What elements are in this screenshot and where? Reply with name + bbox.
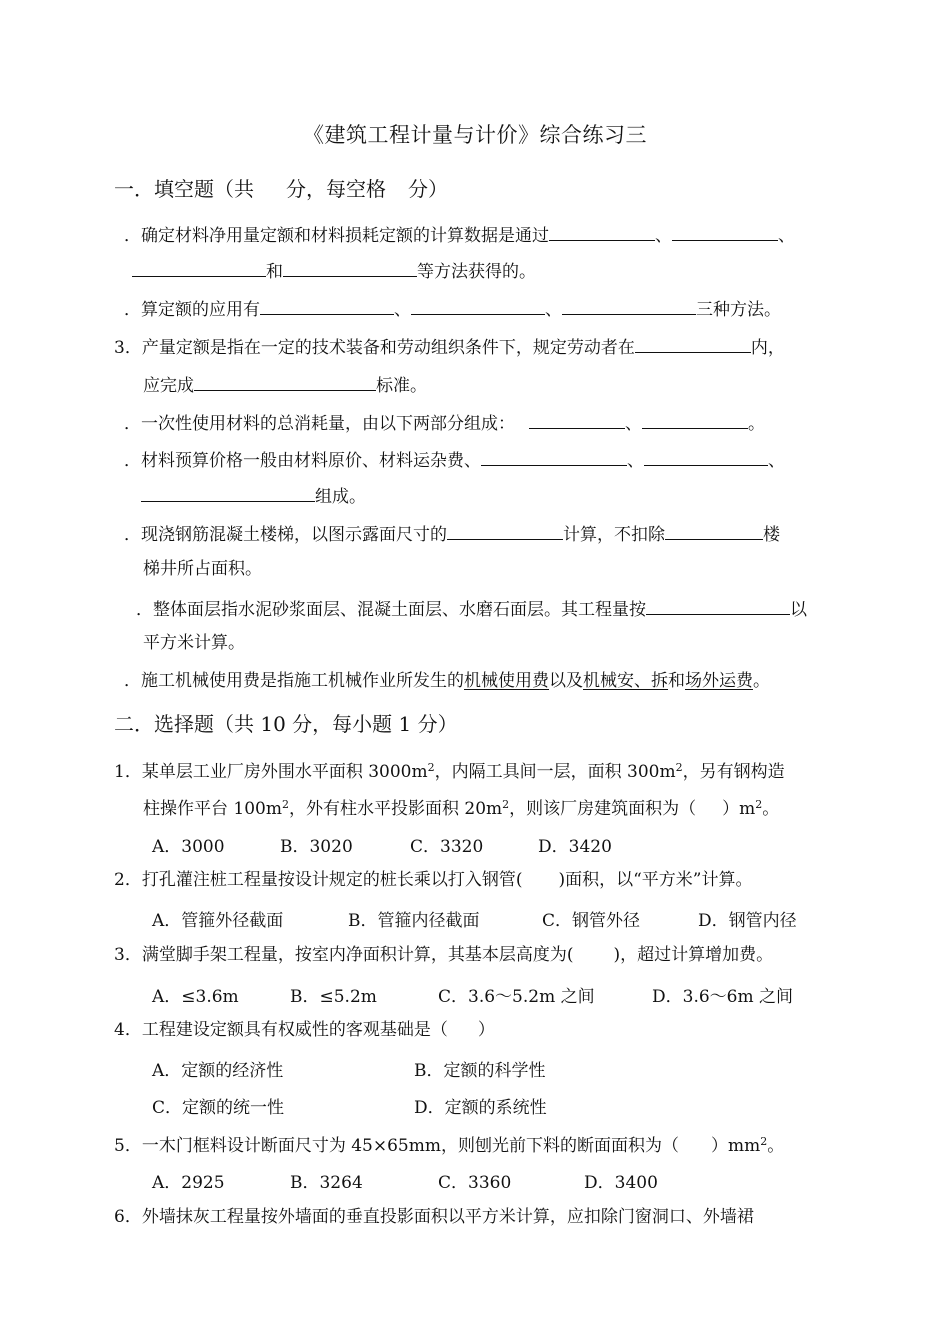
fill-q6-blank-2[interactable] bbox=[665, 521, 763, 540]
choice-q5-text: 一木门框料设计断面尺寸为 45×65mm，则刨光前下料的断面面积为（ bbox=[141, 1136, 679, 1156]
fill-q1-sep-2: 、 bbox=[778, 226, 795, 246]
fill-q2-text: 算定额的应用有 bbox=[141, 300, 260, 320]
choice-q3-line bbox=[114, 944, 773, 966]
fill-q7-end: 以 bbox=[790, 600, 807, 620]
fill-q8-answer-2: 机械安、拆 bbox=[583, 671, 668, 691]
choice-q2-option-d[interactable]: D．钢管内径 bbox=[698, 911, 797, 931]
fill-q4-text: 一次性使用材料的总消耗量，由以下两部分组成： bbox=[141, 414, 515, 434]
fill-q6-blank-1[interactable] bbox=[447, 521, 563, 540]
fill-q1-mid: 和 bbox=[266, 262, 283, 282]
choice-q1-text-c: ，另有钢构造 bbox=[682, 762, 785, 782]
fill-q3-number: 3． bbox=[114, 338, 142, 358]
fill-q6-line1 bbox=[124, 521, 780, 546]
fill-q2-blank-2[interactable] bbox=[411, 296, 545, 315]
fill-q8-line bbox=[124, 670, 770, 692]
fill-q7-number: ． bbox=[136, 600, 153, 620]
choice-q2-number: 2． bbox=[114, 870, 142, 890]
fill-q5-number: ． bbox=[124, 451, 141, 471]
fill-q5-blank-2[interactable] bbox=[644, 447, 768, 466]
fill-q3-blank-1[interactable] bbox=[635, 334, 751, 353]
choice-q5-line bbox=[114, 1131, 784, 1157]
fill-q3-line2-text: 应完成 bbox=[143, 376, 194, 396]
choice-q4-option-b[interactable]: B．定额的科学性 bbox=[414, 1061, 546, 1081]
section-fill-heading-mid: 分，每空格 bbox=[286, 177, 386, 201]
choice-q3-option-b[interactable]: B．≤5.2m bbox=[290, 987, 377, 1007]
fill-q1-sep-1: 、 bbox=[655, 226, 672, 246]
fill-q2-blank-3[interactable] bbox=[562, 296, 696, 315]
choice-q5-option-b[interactable]: B．3264 bbox=[290, 1173, 363, 1193]
fill-q7-line2 bbox=[143, 632, 245, 654]
choice-q2-option-c[interactable]: C．钢管外径 bbox=[542, 911, 641, 931]
fill-q5-line1 bbox=[124, 447, 785, 472]
choice-q1-sup-3: 2 bbox=[281, 798, 289, 811]
fill-q3-text: 产量定额是指在一定的技术装备和劳动组织条件下，规定劳动者在 bbox=[141, 338, 635, 358]
choice-q3-number: 3． bbox=[114, 945, 142, 965]
fill-q4-blank-2[interactable] bbox=[642, 410, 748, 429]
fill-q4-sep: 、 bbox=[625, 414, 642, 434]
choice-q1-text-g: ）m bbox=[722, 799, 756, 819]
fill-q8-number: ． bbox=[124, 671, 141, 691]
fill-q5-end: 组成。 bbox=[315, 487, 366, 507]
fill-q2-end: 三种方法。 bbox=[696, 300, 781, 320]
fill-q7-line2-text: 平方米计算。 bbox=[143, 633, 245, 653]
fill-q5-sep-1: 、 bbox=[627, 451, 644, 471]
fill-q1-text: 确定材料净用量定额和材料损耗定额的计算数据是通过 bbox=[141, 226, 549, 246]
fill-q8-answer-1: 机械使用费 bbox=[464, 671, 549, 691]
fill-q2-blank-1[interactable] bbox=[260, 296, 394, 315]
fill-q3-line1-end: 内， bbox=[750, 338, 785, 358]
choice-q4-option-d[interactable]: D．定额的系统性 bbox=[414, 1098, 547, 1118]
fill-q7-text: 整体面层指水泥砂浆面层、混凝土面层、水磨石面层。其工程量按 bbox=[153, 600, 646, 620]
choice-q5-text-tail: 。 bbox=[767, 1136, 785, 1156]
section-fill-heading-start: 一．填空题（共 bbox=[114, 177, 254, 201]
fill-q8-mid-2: 和 bbox=[668, 671, 685, 691]
choice-q1-line2 bbox=[143, 794, 779, 820]
fill-q8-text: 施工机械使用费是指施工机械作业所发生的 bbox=[141, 671, 464, 691]
fill-q7-blank-1[interactable] bbox=[646, 596, 790, 615]
choice-q4-number: 4． bbox=[114, 1020, 142, 1040]
fill-q1-number: ． bbox=[124, 226, 141, 246]
fill-q3-line2 bbox=[143, 372, 427, 397]
choice-q4-option-a[interactable]: A．定额的经济性 bbox=[152, 1061, 284, 1081]
choice-q2-text: 打孔灌注桩工程量按设计规定的桩长乘以打入钢管( bbox=[141, 870, 523, 890]
choice-q3-option-c[interactable]: C．3.6～5.2m 之间 bbox=[438, 987, 595, 1007]
choice-q1-option-a[interactable]: A．3000 bbox=[152, 837, 225, 857]
fill-q1-line1 bbox=[124, 222, 795, 247]
choice-q5-option-c[interactable]: C．3360 bbox=[438, 1173, 512, 1193]
choice-q1-sup-4: 2 bbox=[502, 798, 510, 811]
section-choice-heading: 二．选择题（共 10 分，每小题 1 分） bbox=[114, 712, 458, 736]
choice-q5-sup: 2 bbox=[760, 1135, 768, 1148]
fill-q6-line2-text: 梯井所占面积。 bbox=[143, 559, 262, 579]
fill-q6-line2 bbox=[143, 558, 262, 580]
choice-q1-number: 1． bbox=[114, 762, 142, 782]
choice-q1-text-h: 。 bbox=[762, 799, 780, 819]
fill-q2-sep-2: 、 bbox=[545, 300, 562, 320]
choice-q1-text-d: 柱操作平台 100m bbox=[143, 799, 282, 819]
fill-q1-blank-3[interactable] bbox=[132, 258, 266, 277]
fill-q5-blank-1[interactable] bbox=[481, 447, 627, 466]
fill-q7-line1 bbox=[136, 596, 807, 621]
choice-q4-text-end: ） bbox=[477, 1020, 495, 1040]
fill-q8-mid-1: 以及 bbox=[549, 671, 583, 691]
choice-q1-line1 bbox=[114, 757, 785, 783]
choice-q3-option-d[interactable]: D．3.6～6m 之间 bbox=[652, 987, 794, 1007]
fill-q5-blank-3[interactable] bbox=[141, 483, 315, 502]
fill-q3-line2-end: 标准。 bbox=[376, 376, 427, 396]
choice-q1-option-b[interactable]: B．3020 bbox=[280, 837, 353, 857]
choice-q5-number: 5． bbox=[114, 1136, 142, 1156]
fill-q6-end: 楼 bbox=[763, 525, 780, 545]
fill-q5-text: 材料预算价格一般由材料原价、材料运杂费、 bbox=[141, 451, 481, 471]
fill-q3-line1 bbox=[114, 334, 785, 359]
page-title: 《建筑工程计量与计价》综合练习三 bbox=[303, 123, 647, 147]
choice-q4-line bbox=[114, 1019, 495, 1041]
choice-q1-option-d[interactable]: D．3420 bbox=[538, 837, 612, 857]
choice-q5-option-a[interactable]: A．2925 bbox=[152, 1173, 225, 1193]
fill-q2-line bbox=[124, 296, 781, 321]
choice-q3-text-end: )，超过计算增加费。 bbox=[613, 945, 774, 965]
fill-q3-blank-2[interactable] bbox=[194, 372, 376, 391]
choice-q1-text-a: 某单层工业厂房外围水平面积 3000m bbox=[141, 762, 428, 782]
choice-q3-text: 满堂脚手架工程量，按室内净面积计算，其基本层高度为( bbox=[141, 945, 574, 965]
fill-q2-number: ． bbox=[124, 300, 141, 320]
choice-q2-option-b[interactable]: B．管箍内径截面 bbox=[348, 911, 480, 931]
choice-q6-number: 6． bbox=[114, 1207, 142, 1227]
fill-q1-blank-4[interactable] bbox=[283, 258, 417, 277]
choice-q4-option-c[interactable]: C．定额的统一性 bbox=[152, 1098, 285, 1118]
choice-q4-text: 工程建设定额具有权威性的客观基础是（ bbox=[141, 1020, 448, 1040]
choice-q2-option-a[interactable]: A．管箍外径截面 bbox=[152, 911, 284, 931]
choice-q1-sup-5: 2 bbox=[755, 798, 763, 811]
fill-q1-line2 bbox=[132, 258, 536, 283]
fill-q1-blank-1[interactable] bbox=[549, 222, 655, 241]
fill-q8-end: 。 bbox=[753, 671, 770, 691]
choice-q1-sup-1: 2 bbox=[427, 761, 435, 774]
choice-q6-line bbox=[114, 1206, 754, 1228]
fill-q2-sep-1: 、 bbox=[394, 300, 411, 320]
choice-q1-text-f: ，则该厂房建筑面积为（ bbox=[509, 799, 697, 819]
fill-q6-number: ． bbox=[124, 525, 141, 545]
fill-q4-number: ． bbox=[124, 414, 141, 434]
fill-q5-line2 bbox=[141, 483, 366, 508]
section-fill-heading bbox=[114, 173, 448, 202]
fill-q4-line bbox=[124, 410, 765, 435]
fill-q4-end: 。 bbox=[748, 414, 765, 434]
choice-q5-option-d[interactable]: D．3400 bbox=[584, 1173, 658, 1193]
fill-q5-sep-2: 、 bbox=[768, 451, 785, 471]
choice-q5-text-end: ）mm bbox=[710, 1136, 761, 1156]
choice-q6-text: 外墙抹灰工程量按外墙面的垂直投影面积以平方米计算，应扣除门窗洞口、外墙裙 bbox=[141, 1207, 754, 1227]
choice-q3-option-a[interactable]: A．≤3.6m bbox=[152, 987, 239, 1007]
fill-q6-text: 现浇钢筋混凝土楼梯，以图示露面尺寸的 bbox=[141, 525, 447, 545]
fill-q8-answer-3: 场外运费 bbox=[685, 671, 753, 691]
fill-q1-blank-2[interactable] bbox=[672, 222, 778, 241]
choice-q1-text-b: ，内隔工具间一层，面积 300m bbox=[434, 762, 676, 782]
choice-q1-option-c[interactable]: C．3320 bbox=[410, 837, 484, 857]
choice-q2-line bbox=[114, 869, 752, 891]
choice-q2-text-end: )面积，以“平方米”计算。 bbox=[558, 870, 753, 890]
choice-q1-sup-2: 2 bbox=[675, 761, 683, 774]
choice-q1-text-e: ，外有柱水平投影面积 20m bbox=[288, 799, 503, 819]
fill-q4-blank-1[interactable] bbox=[529, 410, 625, 429]
fill-q6-mid: 计算，不扣除 bbox=[563, 525, 665, 545]
section-fill-heading-end: 分） bbox=[408, 177, 448, 201]
fill-q1-end: 等方法获得的。 bbox=[417, 262, 536, 282]
